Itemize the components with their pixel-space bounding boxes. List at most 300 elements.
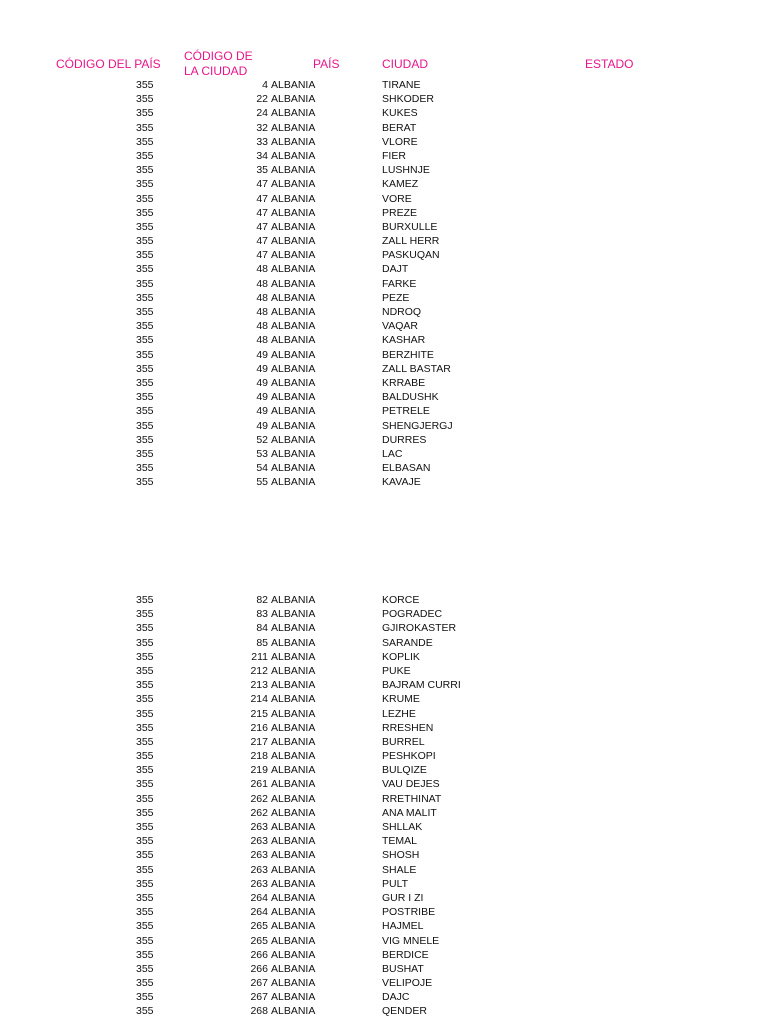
table-row bbox=[0, 206, 768, 220]
table-row bbox=[0, 461, 768, 475]
country-cell: ALBANIA bbox=[271, 121, 316, 134]
country-cell: ALBANIA bbox=[271, 149, 316, 162]
city-code-cell: 54 bbox=[256, 462, 268, 475]
country-cell: ALBANIA bbox=[271, 608, 316, 621]
city-code-cell: 263 bbox=[250, 835, 268, 848]
country-code-cell: 355 bbox=[136, 107, 154, 120]
country-cell: ALBANIA bbox=[271, 220, 316, 233]
country-cell: ALBANIA bbox=[271, 419, 316, 432]
city-code-cell: 211 bbox=[251, 650, 268, 663]
city-cell: FIER bbox=[382, 149, 406, 162]
city-cell: PREZE bbox=[382, 206, 418, 219]
city-code-cell: 47 bbox=[256, 249, 268, 262]
country-cell: ALBANIA bbox=[271, 821, 316, 833]
country-code-cell: 355 bbox=[136, 1005, 154, 1018]
city-code-cell: 267 bbox=[250, 991, 268, 1004]
country-cell: ALBANIA bbox=[271, 920, 316, 933]
table-row bbox=[0, 163, 768, 177]
city-cell: TEMAL bbox=[382, 835, 418, 848]
table-row bbox=[0, 834, 768, 848]
city-cell: QENDER bbox=[382, 1005, 427, 1018]
table-block-1 bbox=[0, 78, 768, 489]
table-row bbox=[0, 376, 768, 390]
country-code-cell: 355 bbox=[136, 277, 154, 290]
country-cell: ALBANIA bbox=[271, 376, 316, 389]
city-cell: DAJT bbox=[382, 263, 409, 276]
city-cell: BERDICE bbox=[382, 948, 429, 961]
table-row bbox=[0, 92, 768, 106]
city-cell: RRETHINAT bbox=[382, 792, 442, 805]
country-code-cell: 355 bbox=[136, 778, 154, 791]
table-row bbox=[0, 863, 768, 877]
country-code-cell: 355 bbox=[136, 291, 154, 304]
table-row bbox=[0, 177, 768, 191]
country-code-cell: 355 bbox=[136, 948, 154, 961]
country-cell: ALBANIA bbox=[271, 877, 316, 890]
country-code-cell: 355 bbox=[136, 891, 154, 904]
table-row bbox=[0, 806, 768, 820]
table-row bbox=[0, 721, 768, 735]
country-code-cell: 355 bbox=[136, 263, 154, 276]
city-cell: DAJC bbox=[382, 991, 410, 1004]
country-code-cell: 355 bbox=[136, 679, 154, 692]
country-cell: ALBANIA bbox=[271, 849, 316, 862]
country-code-cell: 355 bbox=[136, 391, 154, 404]
country-cell: ALBANIA bbox=[271, 405, 316, 418]
table-row bbox=[0, 404, 768, 418]
city-cell: BURXULLE bbox=[382, 220, 438, 233]
header-country: PAÍS bbox=[313, 57, 340, 71]
country-code-cell: 355 bbox=[136, 991, 154, 1004]
country-cell: ALBANIA bbox=[271, 934, 316, 947]
city-cell: FARKE bbox=[382, 277, 417, 290]
country-code-cell: 355 bbox=[136, 835, 154, 848]
country-cell: ALBANIA bbox=[271, 891, 316, 904]
country-code-cell: 355 bbox=[136, 650, 154, 663]
table-row bbox=[0, 792, 768, 806]
country-code-cell: 355 bbox=[136, 348, 154, 361]
table-row bbox=[0, 248, 768, 262]
city-cell: KUKES bbox=[382, 107, 418, 120]
city-code-cell: 212 bbox=[250, 664, 268, 677]
table-row bbox=[0, 1004, 768, 1018]
country-cell: ALBANIA bbox=[271, 906, 316, 919]
city-cell: BURREL bbox=[382, 735, 425, 748]
city-cell: ELBASAN bbox=[382, 462, 431, 475]
table-row bbox=[0, 678, 768, 692]
city-code-cell: 263 bbox=[250, 849, 268, 862]
country-cell: ALBANIA bbox=[271, 778, 316, 791]
country-code-cell: 355 bbox=[136, 220, 154, 233]
city-cell: GUR I ZI bbox=[382, 891, 424, 904]
country-code-cell: 355 bbox=[136, 764, 154, 777]
country-code-cell: 355 bbox=[136, 192, 154, 205]
country-cell: ALBANIA bbox=[271, 135, 316, 148]
city-code-cell: 216 bbox=[250, 721, 268, 734]
city-code-cell: 263 bbox=[250, 821, 268, 833]
country-code-cell: 355 bbox=[136, 93, 154, 106]
table-row bbox=[0, 607, 768, 621]
table-row bbox=[0, 934, 768, 948]
table-row bbox=[0, 976, 768, 990]
city-code-cell: 266 bbox=[250, 948, 268, 961]
city-code-cell: 265 bbox=[250, 920, 268, 933]
city-cell: VLORE bbox=[382, 135, 418, 148]
country-code-cell: 355 bbox=[136, 320, 154, 333]
table-row bbox=[0, 848, 768, 862]
country-code-cell: 355 bbox=[136, 594, 154, 606]
city-code-cell: 52 bbox=[256, 433, 268, 446]
country-code-cell: 355 bbox=[136, 433, 154, 446]
country-cell: ALBANIA bbox=[271, 263, 316, 276]
country-code-cell: 355 bbox=[136, 920, 154, 933]
country-cell: ALBANIA bbox=[271, 235, 316, 248]
country-code-cell: 355 bbox=[136, 721, 154, 734]
city-code-cell: 267 bbox=[250, 977, 268, 990]
city-cell: SHOSH bbox=[382, 849, 420, 862]
city-code-cell: 55 bbox=[256, 476, 268, 489]
country-code-cell: 355 bbox=[136, 622, 154, 635]
country-cell: ALBANIA bbox=[271, 277, 316, 290]
table-row bbox=[0, 135, 768, 149]
city-code-cell: 4 bbox=[262, 79, 268, 91]
table-row bbox=[0, 362, 768, 376]
country-code-cell: 355 bbox=[136, 792, 154, 805]
city-code-cell: 48 bbox=[256, 306, 268, 318]
country-code-cell: 355 bbox=[136, 962, 154, 975]
city-code-cell: 266 bbox=[250, 962, 268, 975]
table-row bbox=[0, 763, 768, 777]
table-row bbox=[0, 636, 768, 650]
country-cell: ALBANIA bbox=[271, 462, 316, 475]
city-cell: KORCE bbox=[382, 594, 420, 606]
table-row bbox=[0, 820, 768, 834]
city-code-cell: 265 bbox=[250, 934, 268, 947]
country-cell: ALBANIA bbox=[271, 693, 316, 706]
city-cell: POSTRIBE bbox=[382, 906, 436, 919]
country-cell: ALBANIA bbox=[271, 664, 316, 677]
city-code-cell: 262 bbox=[250, 792, 268, 805]
country-code-cell: 355 bbox=[136, 206, 154, 219]
country-code-cell: 355 bbox=[136, 806, 154, 819]
table-row bbox=[0, 593, 768, 607]
country-code-cell: 355 bbox=[136, 334, 154, 347]
country-code-cell: 355 bbox=[136, 821, 154, 833]
country-code-cell: 355 bbox=[136, 79, 154, 91]
country-code-cell: 355 bbox=[136, 750, 154, 763]
city-code-cell: 262 bbox=[250, 806, 268, 819]
country-cell: ALBANIA bbox=[271, 306, 316, 318]
country-cell: ALBANIA bbox=[271, 948, 316, 961]
city-cell: KOPLIK bbox=[382, 650, 420, 663]
country-cell: ALBANIA bbox=[271, 806, 316, 819]
city-cell: PEZE bbox=[382, 291, 410, 304]
table-row bbox=[0, 962, 768, 976]
city-cell: KASHAR bbox=[382, 334, 426, 347]
city-code-cell: 263 bbox=[250, 863, 268, 876]
country-code-cell: 355 bbox=[136, 149, 154, 162]
city-code-cell: 34 bbox=[256, 149, 268, 162]
table-row bbox=[0, 707, 768, 721]
city-cell: PESHKOPI bbox=[382, 750, 436, 763]
country-cell: ALBANIA bbox=[271, 679, 316, 692]
table-row bbox=[0, 348, 768, 362]
country-cell: ALBANIA bbox=[271, 594, 316, 606]
table-row bbox=[0, 877, 768, 891]
city-cell: BAJRAM CURRI bbox=[382, 679, 461, 692]
country-cell: ALBANIA bbox=[271, 735, 316, 748]
country-cell: ALBANIA bbox=[271, 991, 316, 1004]
city-code-cell: 214 bbox=[250, 693, 268, 706]
table-row bbox=[0, 234, 768, 248]
country-cell: ALBANIA bbox=[271, 334, 316, 347]
country-code-cell: 355 bbox=[136, 376, 154, 389]
city-cell: KRUME bbox=[382, 693, 420, 706]
table-row bbox=[0, 149, 768, 163]
city-code-cell: 49 bbox=[256, 405, 268, 418]
country-cell: ALBANIA bbox=[271, 447, 316, 460]
country-code-cell: 355 bbox=[136, 164, 154, 177]
country-code-cell: 355 bbox=[136, 664, 154, 677]
city-code-cell: 48 bbox=[256, 320, 268, 333]
city-code-cell: 49 bbox=[256, 391, 268, 404]
country-code-cell: 355 bbox=[136, 608, 154, 621]
city-cell: POGRADEC bbox=[382, 608, 443, 621]
table-row bbox=[0, 905, 768, 919]
city-code-cell: 47 bbox=[256, 235, 268, 248]
city-cell: VELIPOJE bbox=[382, 977, 433, 990]
city-code-cell: 48 bbox=[256, 277, 268, 290]
city-cell: VORE bbox=[382, 192, 412, 205]
table-row bbox=[0, 919, 768, 933]
city-code-cell: 83 bbox=[256, 608, 268, 621]
city-code-cell: 49 bbox=[256, 348, 268, 361]
country-code-cell: 355 bbox=[136, 877, 154, 890]
city-cell: BERZHITE bbox=[382, 348, 434, 361]
country-code-cell: 355 bbox=[136, 235, 154, 248]
country-code-cell: 355 bbox=[136, 977, 154, 990]
country-cell: ALBANIA bbox=[271, 320, 316, 333]
country-code-cell: 355 bbox=[136, 178, 154, 191]
table-row bbox=[0, 220, 768, 234]
table-row bbox=[0, 106, 768, 120]
country-code-cell: 355 bbox=[136, 693, 154, 706]
table-row bbox=[0, 891, 768, 905]
city-cell: VAU DEJES bbox=[382, 778, 440, 791]
country-cell: ALBANIA bbox=[271, 962, 316, 975]
city-cell: RRESHEN bbox=[382, 721, 434, 734]
country-code-cell: 355 bbox=[136, 362, 154, 375]
city-cell: SHKODER bbox=[382, 93, 434, 106]
city-cell: KAVAJE bbox=[382, 476, 421, 489]
city-cell: TIRANE bbox=[382, 79, 421, 91]
header-state: ESTADO bbox=[585, 57, 634, 71]
city-cell: ZALL BASTAR bbox=[382, 362, 451, 375]
city-code-cell: 268 bbox=[250, 1005, 268, 1018]
city-code-cell: 47 bbox=[256, 178, 268, 191]
city-code-cell: 47 bbox=[256, 192, 268, 205]
country-code-cell: 355 bbox=[136, 121, 154, 134]
table-row bbox=[0, 990, 768, 1004]
country-code-cell: 355 bbox=[136, 447, 154, 460]
table-row bbox=[0, 621, 768, 635]
table-row bbox=[0, 277, 768, 291]
country-cell: ALBANIA bbox=[271, 192, 316, 205]
country-cell: ALBANIA bbox=[271, 433, 316, 446]
country-cell: ALBANIA bbox=[271, 391, 316, 404]
country-cell: ALBANIA bbox=[271, 291, 316, 304]
country-cell: ALBANIA bbox=[271, 249, 316, 262]
country-cell: ALBANIA bbox=[271, 362, 316, 375]
country-cell: ALBANIA bbox=[271, 79, 316, 91]
header-city: CIUDAD bbox=[382, 57, 429, 71]
city-code-cell: 264 bbox=[250, 891, 268, 904]
table-row bbox=[0, 692, 768, 706]
city-cell: BUSHAT bbox=[382, 962, 424, 975]
country-cell: ALBANIA bbox=[271, 750, 316, 763]
city-cell: BULQIZE bbox=[382, 764, 427, 777]
country-cell: ALBANIA bbox=[271, 348, 316, 361]
city-code-cell: 261 bbox=[250, 778, 268, 791]
city-code-cell: 32 bbox=[256, 121, 268, 134]
country-code-cell: 355 bbox=[136, 249, 154, 262]
city-cell: LAC bbox=[382, 447, 403, 460]
country-code-cell: 355 bbox=[136, 419, 154, 432]
table-row bbox=[0, 650, 768, 664]
city-cell: ZALL HERR bbox=[382, 235, 440, 248]
city-cell: PASKUQAN bbox=[382, 249, 440, 262]
city-code-cell: 85 bbox=[256, 636, 268, 649]
table-row bbox=[0, 475, 768, 489]
country-cell: ALBANIA bbox=[271, 721, 316, 734]
country-cell: ALBANIA bbox=[271, 164, 316, 177]
city-code-cell: 49 bbox=[256, 362, 268, 375]
city-code-cell: 49 bbox=[256, 419, 268, 432]
country-cell: ALBANIA bbox=[271, 863, 316, 876]
city-cell: VAQAR bbox=[382, 320, 418, 333]
city-cell: BALDUSHK bbox=[382, 391, 439, 404]
table-block-2 bbox=[0, 593, 768, 1019]
country-code-cell: 355 bbox=[136, 476, 154, 489]
country-cell: ALBANIA bbox=[271, 107, 316, 120]
country-cell: ALBANIA bbox=[271, 622, 316, 635]
country-cell: ALBANIA bbox=[271, 476, 316, 489]
country-code-cell: 355 bbox=[136, 906, 154, 919]
country-cell: ALBANIA bbox=[271, 792, 316, 805]
city-code-cell: 219 bbox=[250, 764, 268, 777]
country-code-cell: 355 bbox=[136, 405, 154, 418]
table-row bbox=[0, 333, 768, 347]
city-cell: SHLLAK bbox=[382, 821, 423, 833]
country-cell: ALBANIA bbox=[271, 835, 316, 848]
country-cell: ALBANIA bbox=[271, 707, 316, 720]
city-code-cell: 33 bbox=[256, 135, 268, 148]
city-code-cell: 217 bbox=[250, 735, 268, 748]
table-row bbox=[0, 305, 768, 319]
table-row bbox=[0, 433, 768, 447]
city-cell: PETRELE bbox=[382, 405, 430, 418]
country-cell: ALBANIA bbox=[271, 1005, 316, 1018]
country-cell: ALBANIA bbox=[271, 206, 316, 219]
table-row bbox=[0, 749, 768, 763]
city-code-cell: 47 bbox=[256, 220, 268, 233]
country-code-cell: 355 bbox=[136, 934, 154, 947]
city-code-cell: 48 bbox=[256, 334, 268, 347]
country-code-cell: 355 bbox=[136, 707, 154, 720]
city-code-cell: 264 bbox=[250, 906, 268, 919]
city-code-cell: 49 bbox=[256, 376, 268, 389]
table-row bbox=[0, 419, 768, 433]
table-row bbox=[0, 948, 768, 962]
city-cell: ANA MALIT bbox=[382, 806, 437, 819]
country-code-cell: 355 bbox=[136, 462, 154, 475]
city-code-cell: 22 bbox=[256, 93, 268, 106]
table-row bbox=[0, 291, 768, 305]
city-cell: BERAT bbox=[382, 121, 417, 134]
city-cell: LEZHE bbox=[382, 707, 416, 720]
country-cell: ALBANIA bbox=[271, 636, 316, 649]
city-code-cell: 53 bbox=[256, 447, 268, 460]
country-code-cell: 355 bbox=[136, 135, 154, 148]
country-code-cell: 355 bbox=[136, 735, 154, 748]
city-code-cell: 47 bbox=[256, 206, 268, 219]
table-row bbox=[0, 447, 768, 461]
city-cell: LUSHNJE bbox=[382, 164, 430, 177]
country-code-cell: 355 bbox=[136, 306, 154, 318]
country-cell: ALBANIA bbox=[271, 93, 316, 106]
country-cell: ALBANIA bbox=[271, 764, 316, 777]
city-code-cell: 215 bbox=[250, 707, 268, 720]
city-code-cell: 48 bbox=[256, 263, 268, 276]
table-row bbox=[0, 735, 768, 749]
city-cell: KAMEZ bbox=[382, 178, 419, 191]
city-cell: PULT bbox=[382, 877, 409, 890]
table-row bbox=[0, 777, 768, 791]
city-cell: PUKE bbox=[382, 664, 411, 677]
city-code-cell: 263 bbox=[250, 877, 268, 890]
city-code-cell: 48 bbox=[256, 291, 268, 304]
city-cell: HAJMEL bbox=[382, 920, 424, 933]
table-row bbox=[0, 390, 768, 404]
city-cell: SHALE bbox=[382, 863, 417, 876]
country-code-cell: 355 bbox=[136, 636, 154, 649]
city-cell: NDROQ bbox=[382, 306, 422, 318]
table-row bbox=[0, 664, 768, 678]
city-cell: SARANDE bbox=[382, 636, 433, 649]
city-code-cell: 35 bbox=[256, 164, 268, 177]
city-code-cell: 24 bbox=[256, 107, 268, 120]
city-cell: KRRABE bbox=[382, 376, 426, 389]
city-cell: GJIROKASTER bbox=[382, 622, 457, 635]
table-row bbox=[0, 192, 768, 206]
table-row bbox=[0, 319, 768, 333]
city-cell: SHENGJERGJ bbox=[382, 419, 453, 432]
city-code-cell: 218 bbox=[250, 750, 268, 763]
country-code-cell: 355 bbox=[136, 849, 154, 862]
table-row bbox=[0, 262, 768, 276]
city-code-cell: 82 bbox=[256, 594, 268, 606]
header-country-code: CÓDIGO DEL PAÍS bbox=[56, 57, 161, 71]
country-cell: ALBANIA bbox=[271, 977, 316, 990]
table-row bbox=[0, 121, 768, 135]
table-row bbox=[0, 78, 768, 92]
country-cell: ALBANIA bbox=[271, 178, 316, 191]
city-cell: DURRES bbox=[382, 433, 427, 446]
country-cell: ALBANIA bbox=[271, 650, 316, 663]
country-code-cell: 355 bbox=[136, 863, 154, 876]
header-city-code: CÓDIGO DE LA CIUDAD bbox=[184, 49, 253, 78]
city-cell: VIG MNELE bbox=[382, 934, 440, 947]
